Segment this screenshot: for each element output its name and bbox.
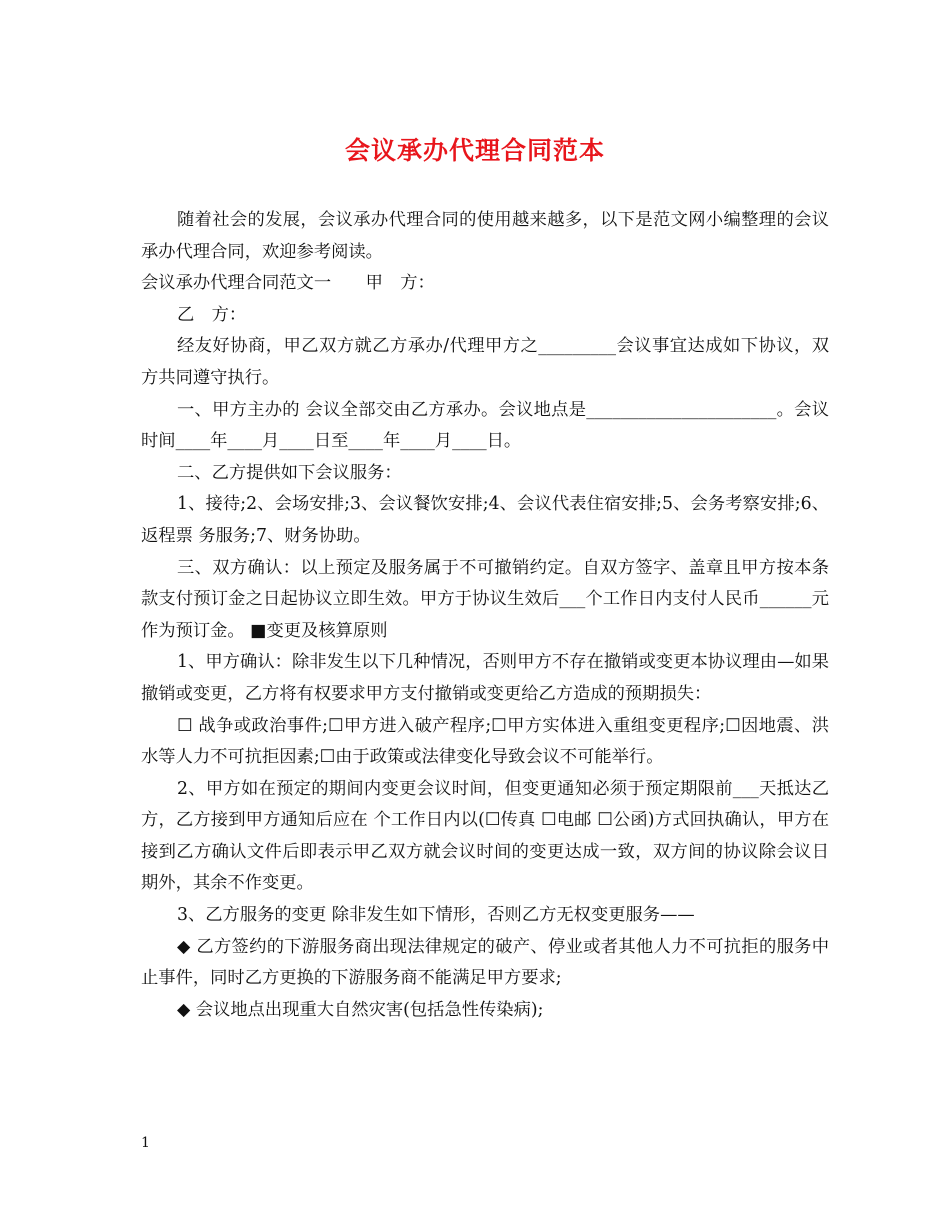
paragraph-party-b: 乙 方： xyxy=(177,304,247,325)
paragraph-exceptions: ☐ 战争或政治事件;☐甲方进入破产程序;☐甲方实体进入重组变更程序;☐因地震、洪水等人力不可抗拒因素;☐由于政策或法律变化导致会议不可能举行。 xyxy=(141,715,829,768)
document-title: 会议承办代理合同范本 xyxy=(344,136,605,165)
paragraph-clause-1: 一、甲方主办的 会议全部交由乙方承办。会议地点是______________________。会议时间____年____月____日至____年____月____日。 xyxy=(141,399,829,452)
paragraph-services: 1、接待;2、会场安排;3、会议餐饮安排;4、会议代表住宿安排;5、会务考察安排;6、返程票 务服务;7、财务协助。 xyxy=(141,494,829,546)
paragraph-change-1: 1、甲方确认：除非发生以下几种情况，否则甲方不存在撤销或变更本协议理由—如果撤销或变更，乙方将有权要求甲方支付撤销或变更给乙方造成的预期损失： xyxy=(141,652,829,704)
paragraph-change-3: 3、乙方服务的变更 除非发生如下情形，否则乙方无权变更服务—— xyxy=(177,905,695,926)
paragraph-bullet-2: ◆ 会议地点出现重大自然灾害(包括急性传染病); xyxy=(177,999,544,1020)
paragraph-clause-2: 二、乙方提供如下会议服务： xyxy=(177,462,402,483)
document-body xyxy=(141,205,829,1026)
paragraph-change-2: 2、甲方如在预定的期间内变更会议时间，但变更通知必须于预定期限前___天抵达乙方，乙方接到甲方通知后应在 个工作日内以(☐传真 ☐电邮 ☐公函)方式回执确认，甲方在接到乙方确认文件后即表示甲乙双方就会议时间的变更达成一致，双方间的协议除会议日期外，其余不作变更。 xyxy=(141,778,829,894)
paragraph-clause-3: 三、双方确认：以上预定及服务属于不可撤销约定。自双方签字、盖章且甲方按本条款支付预订金之日起协议立即生效。甲方于协议生效后___个工作日内支付人民币______元作为预订金。 ■变更及核算原则 xyxy=(141,557,829,641)
paragraph-agreement: 经友好协商，甲乙双方就乙方承办/代理甲方之_________会议事宜达成如下协议，双方共同遵守执行。 xyxy=(141,336,829,388)
page-number: 1 xyxy=(141,1135,150,1151)
paragraph-intro: 随着社会的发展，会议承办代理合同的使用越来越多，以下是范文网小编整理的会议承办代理合同，欢迎参考阅读。 xyxy=(141,210,829,262)
paragraph-bullet-1: ◆ 乙方签约的下游服务商出现法律规定的破产、停业或者其他人力不可抗拒的服务中止事件，同时乙方更换的下游服务商不能满足甲方要求; xyxy=(141,936,829,989)
paragraph-party-a: 会议承办代理合同范文一 甲 方： xyxy=(141,273,435,294)
